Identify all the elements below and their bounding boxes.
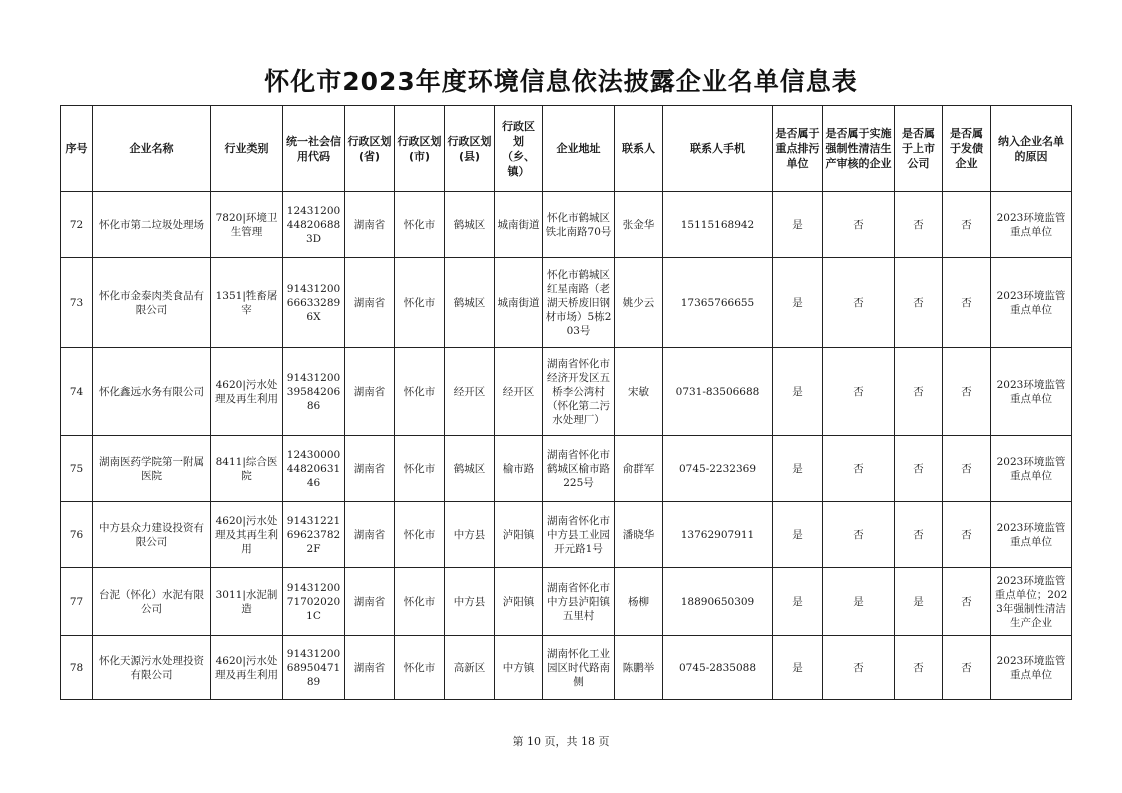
cell-address: 湖南省怀化市经济开发区五桥李公湾村（怀化第二污水处理厂） bbox=[543, 348, 615, 436]
cell-name: 怀化天源污水处理投资有限公司 bbox=[93, 636, 211, 700]
cell-province: 湖南省 bbox=[345, 568, 395, 636]
cell-industry: 4620|污水处理及其再生利用 bbox=[211, 502, 283, 568]
cell-address: 怀化市鹤城区铁北南路70号 bbox=[543, 192, 615, 258]
table-row bbox=[61, 502, 1072, 568]
cell-key-polluter: 是 bbox=[773, 436, 823, 502]
cell-county: 鹤城区 bbox=[445, 192, 495, 258]
cell-town: 中方镇 bbox=[495, 636, 543, 700]
header-cell: 统一社会信用代码 bbox=[283, 106, 345, 192]
cell-code: 12430000448206314​6 bbox=[283, 436, 345, 502]
cell-county: 鹤城区 bbox=[445, 436, 495, 502]
cell-contact: 宋敏 bbox=[615, 348, 663, 436]
cell-code: 9143120068​95047189 bbox=[283, 636, 345, 700]
cell-town: 城南街道 bbox=[495, 258, 543, 348]
cell-clean-prod: 否 bbox=[823, 636, 895, 700]
cell-phone: 13762907911 bbox=[663, 502, 773, 568]
cell-province: 湖南省 bbox=[345, 436, 395, 502]
cell-no: 78 bbox=[61, 636, 93, 700]
cell-bond: 否 bbox=[943, 258, 991, 348]
cell-bond: 否 bbox=[943, 348, 991, 436]
table-row bbox=[61, 258, 1072, 348]
header-cell: 是否属于发债企业 bbox=[943, 106, 991, 192]
cell-city: 怀化市 bbox=[395, 502, 445, 568]
page-number: 第 10 页，共 18 页 bbox=[512, 735, 610, 748]
table-row bbox=[61, 348, 1072, 436]
cell-county: 经开区 bbox=[445, 348, 495, 436]
cell-listed: 否 bbox=[895, 436, 943, 502]
cell-industry: 4620|污水处理及再生利用 bbox=[211, 348, 283, 436]
cell-code: 9143120039584206​86 bbox=[283, 348, 345, 436]
cell-listed: 否 bbox=[895, 348, 943, 436]
cell-reason: 2023环境监管重点单位 bbox=[991, 436, 1072, 502]
cell-town: 经开区 bbox=[495, 348, 543, 436]
cell-bond: 否 bbox=[943, 192, 991, 258]
cell-industry: 1351|牲畜屠宰 bbox=[211, 258, 283, 348]
cell-reason: 2023环境监管重点单位 bbox=[991, 636, 1072, 700]
cell-reason: 2023环境监管重点单位 bbox=[991, 348, 1072, 436]
cell-name: 湖南医药学院第一附属医院 bbox=[93, 436, 211, 502]
enterprise-table bbox=[60, 105, 1072, 700]
cell-name: 中方县众力建设投资有限公司 bbox=[93, 502, 211, 568]
cell-industry: 3011|水泥制造 bbox=[211, 568, 283, 636]
cell-no: 74 bbox=[61, 348, 93, 436]
cell-key-polluter: 是 bbox=[773, 568, 823, 636]
cell-reason: 2023环境监管重点单位 bbox=[991, 192, 1072, 258]
cell-bond: 否 bbox=[943, 568, 991, 636]
header-cell: 是否属于实施强制性清洁生产审核的企业 bbox=[823, 106, 895, 192]
cell-province: 湖南省 bbox=[345, 348, 395, 436]
cell-city: 怀化市 bbox=[395, 348, 445, 436]
cell-address: 湖南省怀化市鹤城区榆市路225号 bbox=[543, 436, 615, 502]
cell-address: 怀化市鹤城区红星南路（老湖天桥废旧钢材市场）5栋203号 bbox=[543, 258, 615, 348]
cell-listed: 是 bbox=[895, 568, 943, 636]
cell-contact: 俞群军 bbox=[615, 436, 663, 502]
table-body bbox=[61, 192, 1072, 700]
cell-reason: 2023环境监管重点单位 bbox=[991, 258, 1072, 348]
cell-phone: 15115168942 bbox=[663, 192, 773, 258]
cell-listed: 否 bbox=[895, 636, 943, 700]
header-cell: 是否属于重点排污单位 bbox=[773, 106, 823, 192]
cell-contact: 张金华 bbox=[615, 192, 663, 258]
cell-phone: 0745-2232369 bbox=[663, 436, 773, 502]
cell-phone: 0745-2835088 bbox=[663, 636, 773, 700]
table-row bbox=[61, 436, 1072, 502]
header-cell: 联系人手机 bbox=[663, 106, 773, 192]
cell-county: 鹤城区 bbox=[445, 258, 495, 348]
header-cell: 行政区划(省) bbox=[345, 106, 395, 192]
cell-name: 怀化鑫远水务有限公司 bbox=[93, 348, 211, 436]
cell-town: 城南街道 bbox=[495, 192, 543, 258]
cell-province: 湖南省 bbox=[345, 502, 395, 568]
cell-county: 中方县 bbox=[445, 502, 495, 568]
header-cell: 是否属于上市公司 bbox=[895, 106, 943, 192]
cell-key-polluter: 是 bbox=[773, 258, 823, 348]
cell-code: 91431221696237822F bbox=[283, 502, 345, 568]
cell-name: 怀化市金泰肉类食品有限公司 bbox=[93, 258, 211, 348]
header-cell: 联系人 bbox=[615, 106, 663, 192]
table-row bbox=[61, 636, 1072, 700]
cell-phone: 0731-83506688 bbox=[663, 348, 773, 436]
cell-key-polluter: 是 bbox=[773, 348, 823, 436]
header-cell: 行业类别 bbox=[211, 106, 283, 192]
table-header-row bbox=[61, 106, 1072, 192]
cell-town: 榆市路 bbox=[495, 436, 543, 502]
header-cell: 企业地址 bbox=[543, 106, 615, 192]
cell-province: 湖南省 bbox=[345, 258, 395, 348]
cell-city: 怀化市 bbox=[395, 568, 445, 636]
cell-province: 湖南省 bbox=[345, 636, 395, 700]
cell-reason: 2023环境监管重点单位；2023年强制性清洁生产企业 bbox=[991, 568, 1072, 636]
header-cell: 序号 bbox=[61, 106, 93, 192]
cell-clean-prod: 否 bbox=[823, 436, 895, 502]
cell-phone: 18890650309 bbox=[663, 568, 773, 636]
table-row bbox=[61, 192, 1072, 258]
cell-bond: 否 bbox=[943, 636, 991, 700]
cell-town: 泸阳镇 bbox=[495, 568, 543, 636]
cell-address: 湖南怀化工业园区时代路南侧 bbox=[543, 636, 615, 700]
cell-code: 91431200717020201C bbox=[283, 568, 345, 636]
header-cell: 企业名称 bbox=[93, 106, 211, 192]
cell-no: 76 bbox=[61, 502, 93, 568]
header-cell: 行政区划(县) bbox=[445, 106, 495, 192]
cell-county: 高新区 bbox=[445, 636, 495, 700]
table-row bbox=[61, 568, 1072, 636]
cell-name: 怀化市第二垃圾处理场 bbox=[93, 192, 211, 258]
cell-clean-prod: 否 bbox=[823, 348, 895, 436]
cell-province: 湖南省 bbox=[345, 192, 395, 258]
cell-county: 中方县 bbox=[445, 568, 495, 636]
cell-no: 75 bbox=[61, 436, 93, 502]
header-cell: 行政区划（乡、镇） bbox=[495, 106, 543, 192]
cell-clean-prod: 否 bbox=[823, 192, 895, 258]
cell-contact: 潘晓华 bbox=[615, 502, 663, 568]
cell-contact: 陈鹏举 bbox=[615, 636, 663, 700]
cell-city: 怀化市 bbox=[395, 636, 445, 700]
cell-contact: 杨柳 bbox=[615, 568, 663, 636]
cell-no: 72 bbox=[61, 192, 93, 258]
cell-clean-prod: 否 bbox=[823, 258, 895, 348]
cell-code: 12431200448206883D bbox=[283, 192, 345, 258]
cell-phone: 17365766655 bbox=[663, 258, 773, 348]
cell-listed: 否 bbox=[895, 258, 943, 348]
cell-code: 91431200666332896X bbox=[283, 258, 345, 348]
cell-key-polluter: 是 bbox=[773, 502, 823, 568]
cell-contact: 姚少云 bbox=[615, 258, 663, 348]
cell-address: 湖南省怀化市中方县泸阳镇五里村 bbox=[543, 568, 615, 636]
cell-no: 77 bbox=[61, 568, 93, 636]
cell-address: 湖南省怀化市中方县工业园开元路1号 bbox=[543, 502, 615, 568]
cell-industry: 4620|污水处理及再生利用 bbox=[211, 636, 283, 700]
cell-listed: 否 bbox=[895, 502, 943, 568]
cell-bond: 否 bbox=[943, 502, 991, 568]
cell-town: 泸阳镇 bbox=[495, 502, 543, 568]
cell-clean-prod: 否 bbox=[823, 502, 895, 568]
cell-city: 怀化市 bbox=[395, 192, 445, 258]
page-title: 怀化市2023年度环境信息依法披露企业名单信息表 bbox=[264, 67, 858, 96]
cell-key-polluter: 是 bbox=[773, 192, 823, 258]
cell-clean-prod: 是 bbox=[823, 568, 895, 636]
header-cell: 纳入企业名单的原因 bbox=[991, 106, 1072, 192]
cell-city: 怀化市 bbox=[395, 436, 445, 502]
header-cell: 行政区划(市) bbox=[395, 106, 445, 192]
cell-industry: 8411|综合医院 bbox=[211, 436, 283, 502]
cell-name: 台泥（怀化）水泥有限公司 bbox=[93, 568, 211, 636]
cell-industry: 7820|环境卫生管理 bbox=[211, 192, 283, 258]
cell-bond: 否 bbox=[943, 436, 991, 502]
cell-no: 73 bbox=[61, 258, 93, 348]
cell-key-polluter: 是 bbox=[773, 636, 823, 700]
cell-reason: 2023环境监管重点单位 bbox=[991, 502, 1072, 568]
cell-listed: 否 bbox=[895, 192, 943, 258]
cell-city: 怀化市 bbox=[395, 258, 445, 348]
